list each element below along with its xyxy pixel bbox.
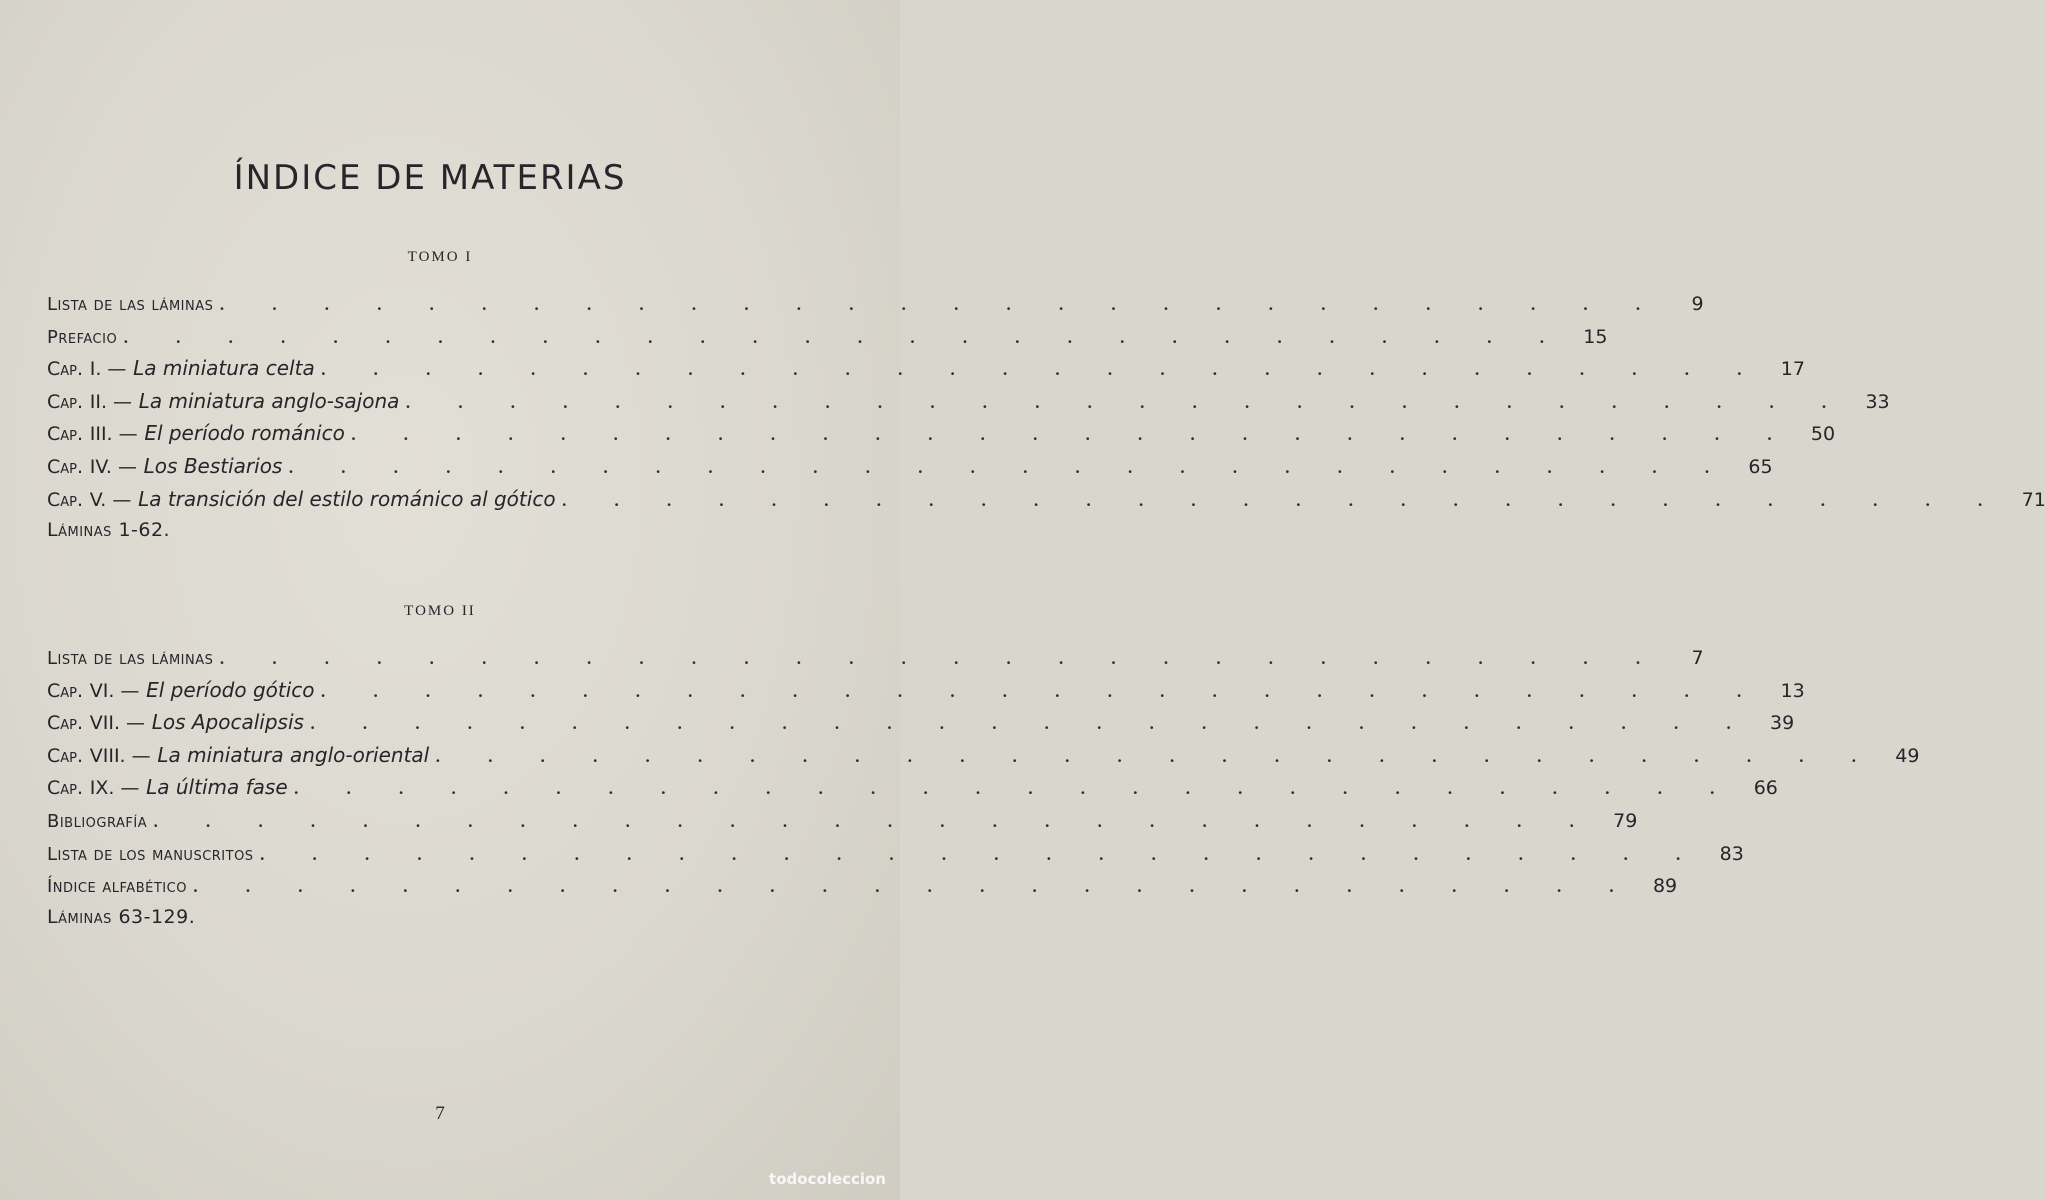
chapter-subject: La miniatura anglo-oriental (157, 742, 430, 767)
toc-entry (47, 677, 1805, 711)
dot-leader: . . . . . . . . . . . . . . . . . . . . . . . . . . . . (350, 426, 1794, 445)
chapter-subject: Los Bestiarios (143, 453, 283, 478)
chapter-subject: La miniatura anglo-sajona (138, 388, 400, 413)
chapter-abbrev: Cap. (47, 488, 84, 511)
chapter-abbrev: Cap. (47, 390, 84, 413)
entry-page-number: 9 (1691, 293, 1704, 315)
entry-page-number: 83 (1719, 842, 1744, 865)
toc-entry (47, 742, 1920, 776)
chapter-number: IV. — (89, 455, 137, 478)
toc-entry (47, 645, 1704, 678)
chapter-abbrev: Cap. (47, 455, 84, 478)
chapter-subject: La miniatura celta (133, 356, 315, 381)
tomo-2-heading: TOMO II (404, 603, 476, 619)
entry-page-number: 49 (1895, 744, 1920, 767)
entry-page-number: 79 (1613, 809, 1638, 832)
chapter-abbrev: Cap. (47, 777, 84, 800)
dot-leader: . . . . . . . . . . . . . . . . . . . . . . . . . . . . (320, 682, 1763, 701)
entry-page-number: 89 (1652, 875, 1678, 898)
chapter-number: II. — (89, 390, 133, 413)
entry-page-number: 66 (1753, 777, 1778, 800)
chapter-abbrev: Cap. (47, 679, 84, 702)
chapter-number: V. — (89, 488, 132, 511)
dot-leader: . . . . . . . . . . . . . . . . . . . . . . . . . . . . (219, 296, 1662, 314)
toc-entry (47, 841, 1744, 874)
entry-title: Bibliografía (47, 810, 148, 832)
toc-entry (47, 324, 1608, 357)
toc-entry (47, 291, 1704, 324)
plates-range: Láminas 63-129. (47, 905, 196, 928)
dot-leader: . . . . . . . . . . . . . . . . . . . . . . . . . . . . (309, 715, 1753, 734)
entry-page-number: 39 (1770, 712, 1795, 735)
plates-range: Láminas 1-62. (47, 519, 171, 542)
entry-title: Lista de los manuscritos (47, 843, 254, 865)
chapter-subject: El período gótico (146, 677, 315, 702)
entry-page-number: 13 (1780, 679, 1805, 702)
dot-leader: . . . . . . . . . . . . . . . . . . . . . . . . . . . . (405, 393, 1848, 412)
chapter-number: IX. — (89, 777, 140, 800)
entry-page-number: 50 (1810, 423, 1836, 446)
entry-title: Prefacio (47, 326, 118, 348)
dot-leader: . . . . . . . . . . . . . . . . . . . . . . . . . . . . (123, 328, 1566, 347)
entry-page-number: 65 (1748, 455, 1773, 478)
entry-page-number: 17 (1780, 358, 1805, 381)
toc-entry (47, 775, 1778, 808)
entry-title: Índice alfabético (47, 876, 187, 898)
chapter-number: VII. — (89, 712, 146, 735)
toc-entry (47, 873, 1678, 906)
chapter-abbrev: Cap. (47, 423, 84, 446)
chapter-subject: Los Apocalipsis (151, 710, 304, 735)
dot-leader: . . . . . . . . . . . . . . . . . . . . . . . . . . . . (293, 780, 1736, 799)
entry-page-number: 71 (2021, 488, 2046, 511)
chapter-subject: La última fase (146, 775, 288, 800)
chapter-abbrev: Cap. (47, 744, 84, 767)
entry-page-number: 7 (1691, 647, 1704, 669)
toc-entry (47, 388, 1890, 422)
entry-title: Lista de las láminas (47, 294, 214, 315)
dot-leader: . . . . . . . . . . . . . . . . . . . . . . . . . . . . (288, 458, 1731, 477)
watermark-logo: todocoleccion (769, 1170, 886, 1188)
tomo-1-contents (47, 291, 2046, 549)
chapter-number: III. — (89, 423, 138, 446)
entry-page-number: 33 (1865, 390, 1890, 413)
dot-leader: . . . . . . . . . . . . . . . . . . . . . . . . . . . . (259, 845, 1702, 864)
toc-entry (47, 356, 1805, 389)
dot-leader: . . . . . . . . . . . . . . . . . . . . . . . . . . . . (561, 491, 2004, 510)
chapter-abbrev: Cap. (47, 358, 84, 381)
toc-entry (47, 486, 2046, 520)
dot-leader: . . . . . . . . . . . . . . . . . . . . . . . . . . . . (219, 650, 1662, 668)
toc-entry (47, 453, 1773, 487)
tomo-2-contents (47, 645, 1920, 936)
toc-entry (47, 421, 1836, 454)
chapter-number: I. — (89, 358, 127, 381)
dot-leader: . . . . . . . . . . . . . . . . . . . . . . . . . . . . (153, 812, 1596, 831)
entry-title: Lista de las láminas (47, 648, 214, 669)
dot-leader: . . . . . . . . . . . . . . . . . . . . . . . . . . . . (320, 361, 1763, 380)
toc-entry (47, 710, 1795, 743)
chapter-subject: La transición del estilo románico al gótico (138, 486, 556, 511)
toc-entry (47, 808, 1638, 841)
entry-page-number: 15 (1583, 325, 1608, 348)
tomo-1-heading: TOMO I (407, 249, 473, 265)
chapter-subject: El período románico (144, 421, 345, 446)
chapter-number: VI. — (89, 679, 140, 702)
dot-leader: . . . . . . . . . . . . . . . . . . . . . . . . . . . . (192, 878, 1636, 897)
page-title: ÍNDICE DE MATERIAS (233, 158, 627, 198)
page-folio-number: 7 (435, 1103, 445, 1124)
chapter-number: VIII. — (89, 744, 151, 767)
dot-leader: . . . . . . . . . . . . . . . . . . . . . . . . . . . . (435, 747, 1878, 766)
chapter-abbrev: Cap. (47, 712, 84, 735)
